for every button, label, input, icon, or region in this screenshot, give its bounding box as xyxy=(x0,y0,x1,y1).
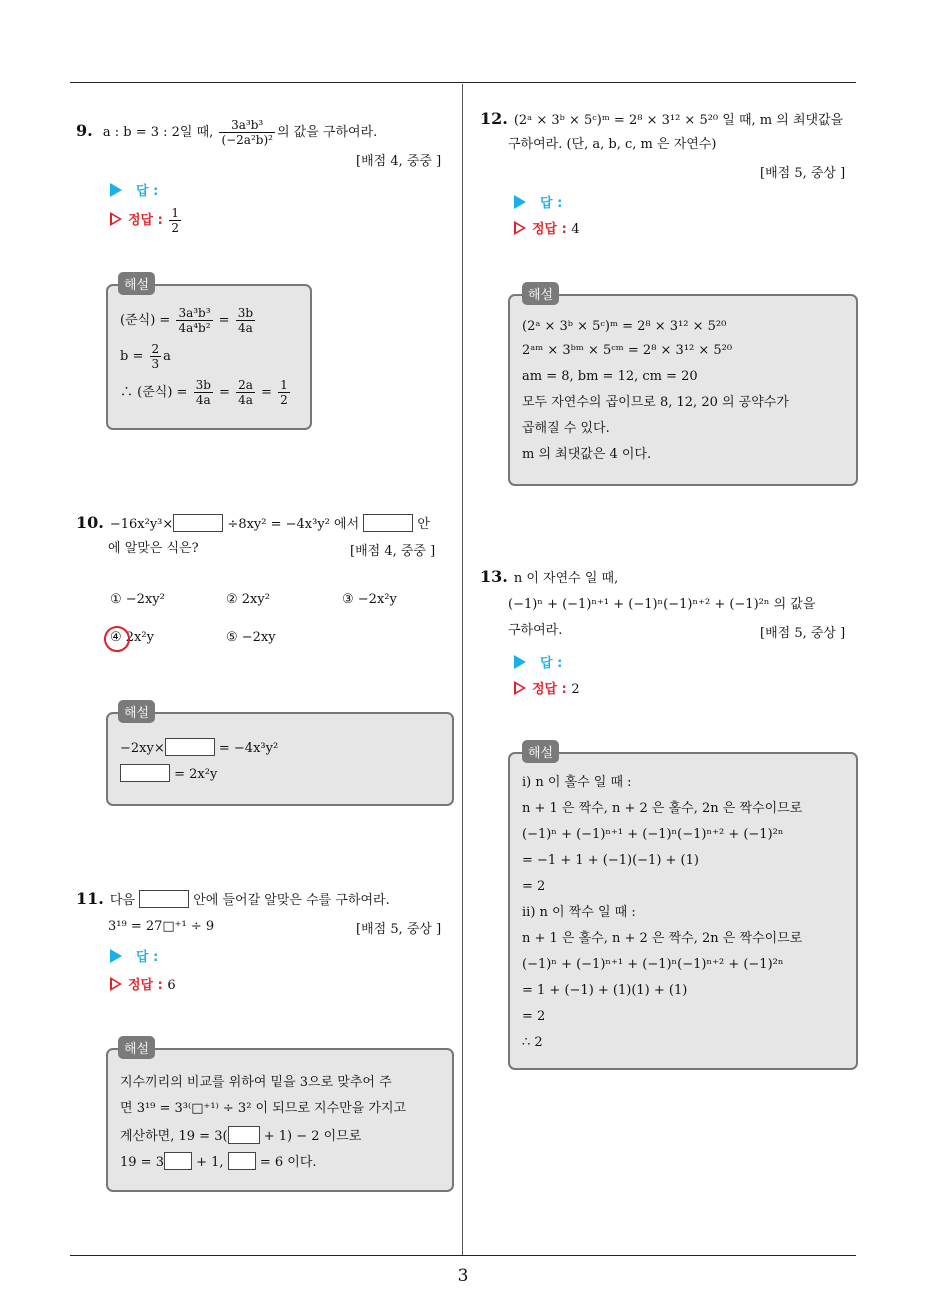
score: [배점 4, 중중 ] xyxy=(356,154,442,169)
score: [배점 5, 중상 ] xyxy=(760,626,846,641)
solution-box: 지수끼리의 비교를 위하여 밑을 3으로 맞추어 주 면 3¹⁹ = 3³⁽□⁺¹⁾ ÷ 3² 이 되므로 지수만을 가지고 계산하면, 19 = 3( + 1) − 2 이므로 19 = 3 + 1, = 6 이다. xyxy=(106,1048,454,1192)
solution-tag: 해설 xyxy=(522,282,559,305)
problem-number: 9. xyxy=(76,121,93,140)
problem-12-question: 12. (2ᵃ × 3ᵇ × 5ᶜ)ᵐ = 2⁸ × 3¹² × 5²⁰ 일 때, m 의 최댓값을 xyxy=(480,109,844,128)
choice-5[interactable]: ⑤ −2xy xyxy=(226,630,276,645)
choice-1[interactable]: ① −2xy² xyxy=(110,592,165,607)
answer-row: 답 : xyxy=(110,946,158,965)
play-icon xyxy=(514,195,526,209)
correct-answer-row: 정답 : 2 xyxy=(514,678,580,697)
play-outline-icon xyxy=(514,681,526,695)
problem-number: 10. xyxy=(76,513,104,532)
correct-answer-row: 정답 : $\frac{1}{2}$ xyxy=(110,206,183,235)
solution-tag: 해설 xyxy=(118,272,155,295)
answer-row: 답 : xyxy=(514,192,562,211)
blank-box xyxy=(363,514,413,532)
choice-4[interactable]: ④ 2x²y xyxy=(110,630,154,645)
solution-box: −2xy× = −4x³y² = 2x²y xyxy=(106,712,454,806)
solution-box: i) n 이 홀수 일 때 : n + 1 은 짝수, n + 2 은 홀수, 2n 은 짝수이므로 (−1)ⁿ + (−1)ⁿ⁺¹ + (−1)ⁿ(−1)ⁿ⁺² + (−1)²ⁿ = −1 + 1 + (−1)(−1) + (1) = 2 ii) n 이 짝수 일 때 : n + 1 은 홀수, n + 2 은 짝수, 2n 은 짝수이므로 (−1)ⁿ + (−1)ⁿ⁺¹ + (−1)ⁿ(−1)ⁿ⁺² + (−1)²ⁿ = 1 + (−1) + (1)(1) + (1) = 2 ∴ 2 xyxy=(508,752,858,1070)
problem-13-question: 13. n 이 자연수 일 때, xyxy=(480,567,619,586)
blank-box xyxy=(139,890,189,908)
solution-tag: 해설 xyxy=(118,1036,155,1059)
problem-number: 11. xyxy=(76,889,104,908)
score: [배점 5, 중상 ] xyxy=(760,166,846,181)
score: [배점 4, 중중 ] xyxy=(350,544,436,559)
solution-tag: 해설 xyxy=(118,700,155,723)
play-outline-icon xyxy=(514,221,526,235)
problem-10-question: 10. −16x²y³× ÷8xy² = −4x³y² 에서 안 xyxy=(76,513,430,532)
play-outline-icon xyxy=(110,212,122,226)
play-icon xyxy=(110,949,122,963)
choice-2[interactable]: ② 2xy² xyxy=(226,592,270,607)
play-icon xyxy=(110,183,122,197)
problem-9-question: 9. a : b = 3 : 2일 때, $\frac{\text{3a³b³}}{\text{(−2a²b)²}}$ 의 값을 구하여라. xyxy=(76,118,378,147)
correct-answer-row: 정답 : 4 xyxy=(514,218,580,237)
play-outline-icon xyxy=(110,977,122,991)
bottom-rule xyxy=(70,1255,856,1256)
play-icon xyxy=(514,655,526,669)
selected-answer-circle xyxy=(104,626,130,652)
score: [배점 5, 중상 ] xyxy=(356,922,442,937)
solution-tag: 해설 xyxy=(522,740,559,763)
correct-answer-row: 정답 : 6 xyxy=(110,974,176,993)
blank-box xyxy=(173,514,223,532)
solution-box: (준식) = $\frac{\text{3a³b³}}{\text{4a⁴b²}}$ = $\frac{3b}{4a}$ b = $\frac{2}{3}$ a ∴ (준식) = $\frac{3b}{4a}$ = $\frac{2a}{4a}$ = $\frac{1}{2}$ xyxy=(106,284,312,430)
page-number: 3 xyxy=(457,1266,469,1286)
answer-row: 답 : xyxy=(110,180,158,199)
solution-box: (2ᵃ × 3ᵇ × 5ᶜ)ᵐ = 2⁸ × 3¹² × 5²⁰ 2ᵃᵐ × 3ᵇᵐ × 5ᶜᵐ = 2⁸ × 3¹² × 5²⁰ am = 8, bm = 12, cm = 20 모두 자연수의 곱이므로 8, 12, 20 의 공약수가 곱해질 수 있다. m 의 최댓값은 4 이다. xyxy=(508,294,858,486)
column-divider xyxy=(462,84,463,1256)
top-rule xyxy=(70,82,856,83)
choice-3[interactable]: ③ −2x²y xyxy=(342,592,397,607)
answer-row: 답 : xyxy=(514,652,562,671)
problem-11-question: 11. 다음 안에 들어갈 알맞은 수를 구하여라. xyxy=(76,889,390,908)
